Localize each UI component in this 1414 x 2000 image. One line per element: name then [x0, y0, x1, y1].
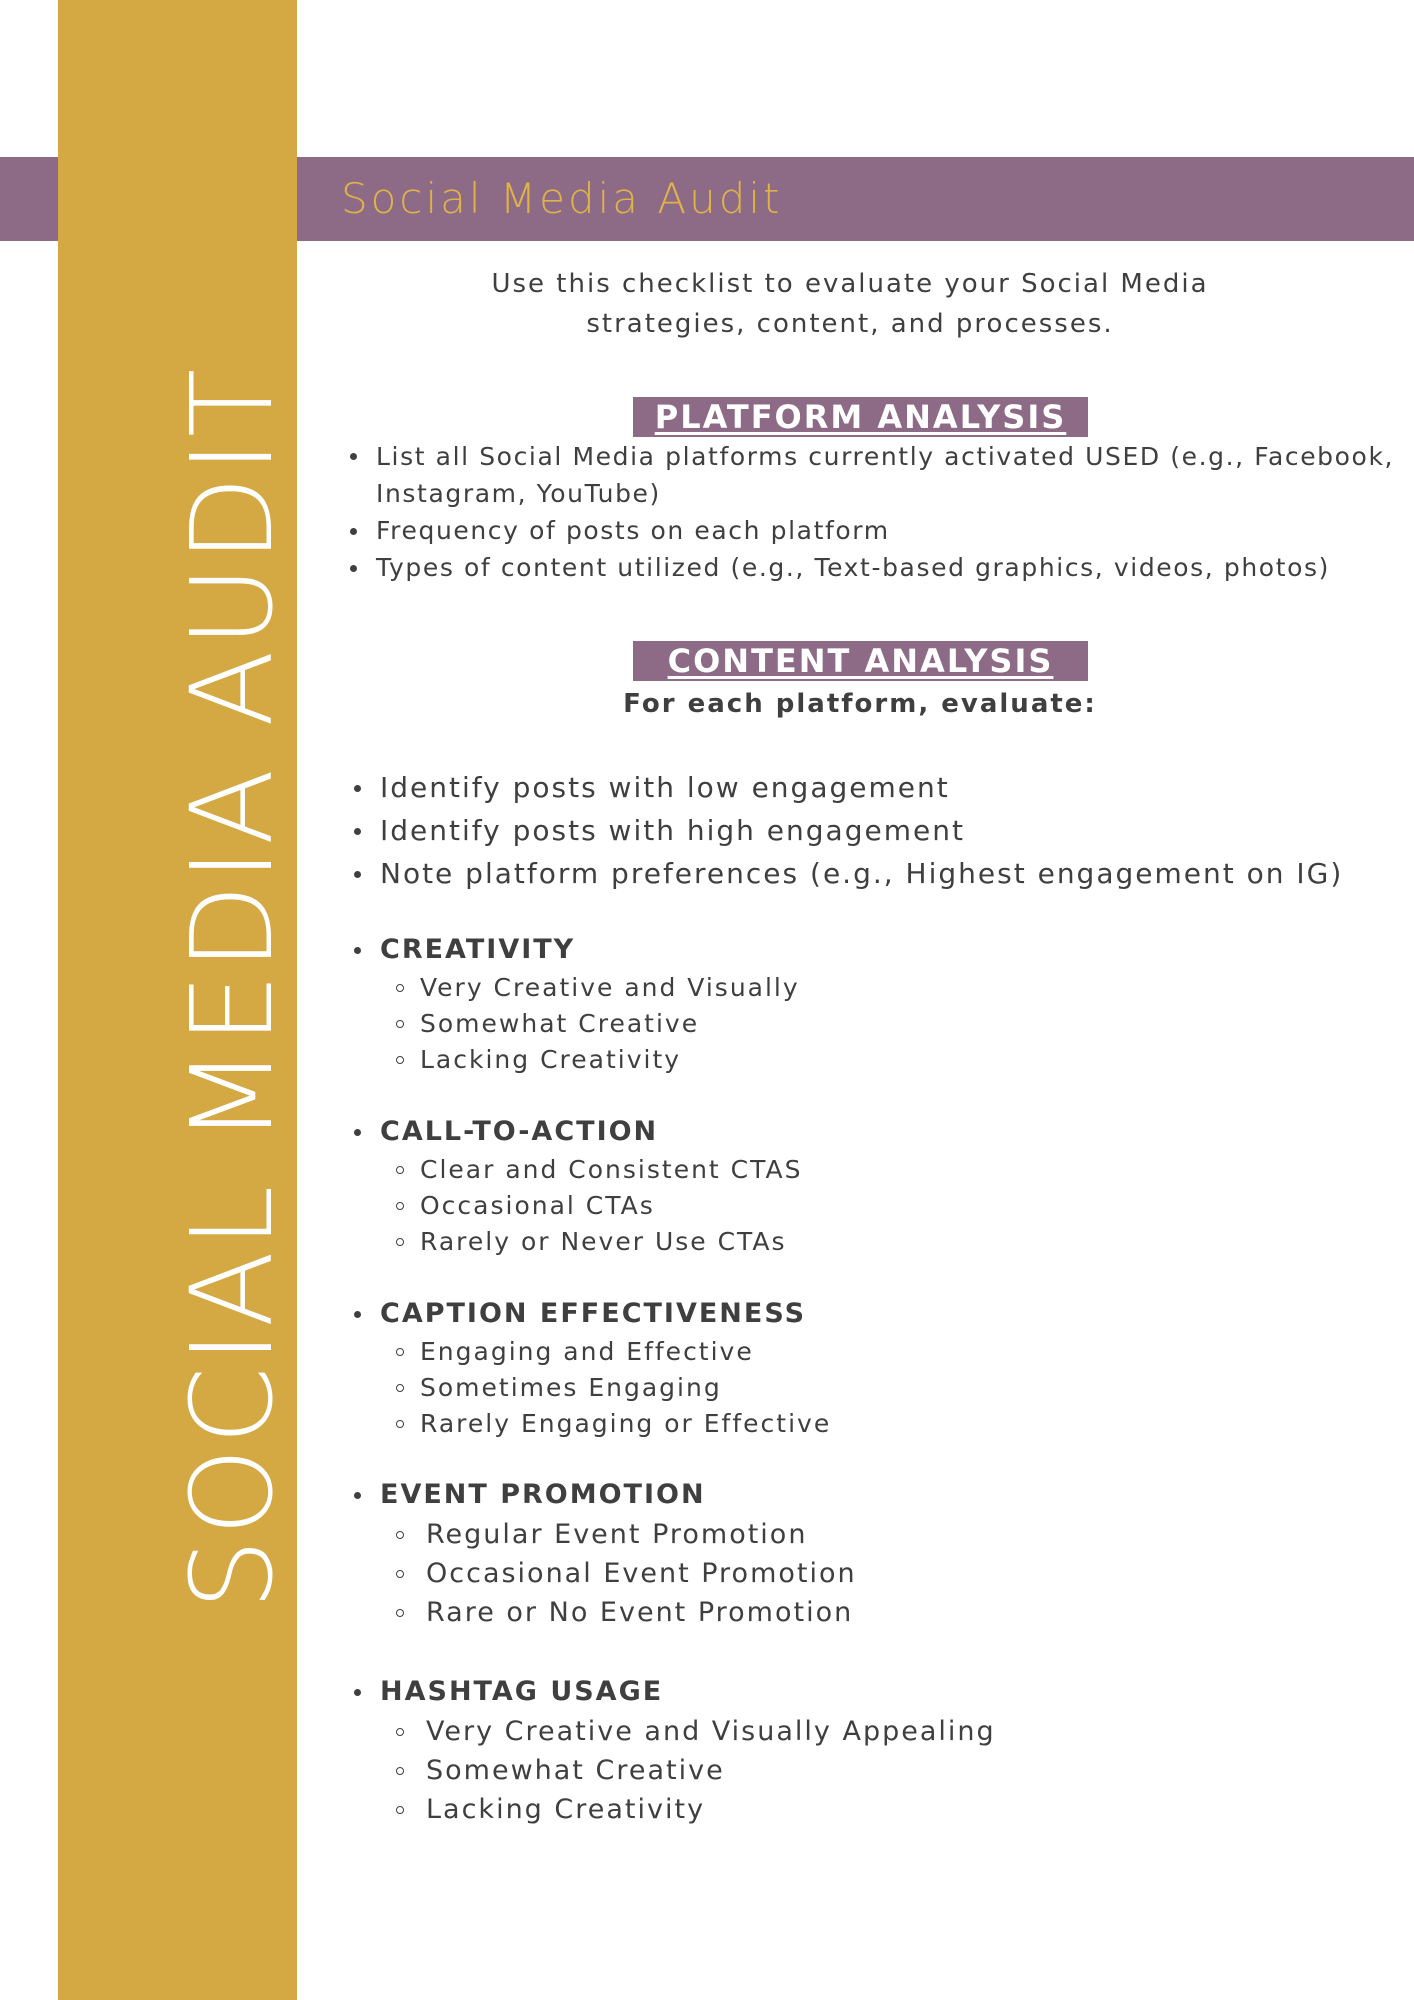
option-item: Somewhat Creative: [394, 1006, 800, 1042]
platform-analysis-list: [346, 438, 1406, 586]
option-list: [350, 1334, 831, 1442]
group-title: CALL-TO-ACTION: [350, 1112, 802, 1152]
group-title: CAPTION EFFECTIVENESS: [350, 1294, 831, 1334]
content-analysis-list: [350, 766, 1343, 895]
platform-analysis-heading: PLATFORM ANALYSIS: [633, 397, 1088, 437]
option-list: [350, 1515, 857, 1632]
option-item: Rarely Engaging or Effective: [394, 1406, 831, 1442]
option-item: Lacking Creativity: [394, 1042, 800, 1078]
list-item: Types of content utilized (e.g., Text-based graphics, videos, photos): [346, 549, 1406, 586]
list-item: Note platform preferences (e.g., Highest engagement on IG): [350, 852, 1343, 895]
hashtag-usage-group: [350, 1672, 996, 1829]
list-item: Frequency of posts on each platform: [346, 512, 1406, 549]
content-analysis-subheading: For each platform, evaluate:: [623, 689, 1097, 719]
list-item: Identify posts with low engagement: [350, 766, 1343, 809]
vertical-page-title: SOCIAL MEDIA AUDIT: [168, 365, 298, 1610]
option-item: Clear and Consistent CTAS: [394, 1152, 802, 1188]
option-item: Very Creative and Visually: [394, 970, 800, 1006]
option-list: [350, 1712, 996, 1829]
intro-text: [400, 264, 1300, 344]
creativity-group: [350, 930, 800, 1078]
call-to-action-group: [350, 1112, 802, 1260]
group-title: EVENT PROMOTION: [350, 1475, 857, 1515]
list-item: Identify posts with high engagement: [350, 809, 1343, 852]
group-title: HASHTAG USAGE: [350, 1672, 996, 1712]
header-band-left: [0, 157, 58, 241]
option-item: Rarely or Never Use CTAs: [394, 1224, 802, 1260]
content-analysis-heading: CONTENT ANALYSIS: [633, 641, 1088, 681]
option-item: Very Creative and Visually Appealing: [394, 1712, 996, 1751]
intro-line-2: strategies, content, and processes.: [586, 309, 1114, 339]
header-title: Social Media Audit: [341, 174, 783, 223]
option-item: Rare or No Event Promotion: [394, 1593, 857, 1632]
list-item: List all Social Media platforms currently activated USED (e.g., Facebook, Instagram, YouTube): [346, 438, 1406, 512]
option-item: Lacking Creativity: [394, 1790, 996, 1829]
group-title: CREATIVITY: [350, 930, 800, 970]
option-item: Occasional Event Promotion: [394, 1554, 857, 1593]
option-item: Engaging and Effective: [394, 1334, 831, 1370]
option-item: Occasional CTAs: [394, 1188, 802, 1224]
intro-line-1: Use this checklist to evaluate your Social Media: [491, 269, 1209, 299]
option-list: [350, 1152, 802, 1260]
option-item: Regular Event Promotion: [394, 1515, 857, 1554]
option-item: Sometimes Engaging: [394, 1370, 831, 1406]
caption-effectiveness-group: [350, 1294, 831, 1442]
option-item: Somewhat Creative: [394, 1751, 996, 1790]
event-promotion-group: [350, 1475, 857, 1632]
option-list: [350, 970, 800, 1078]
